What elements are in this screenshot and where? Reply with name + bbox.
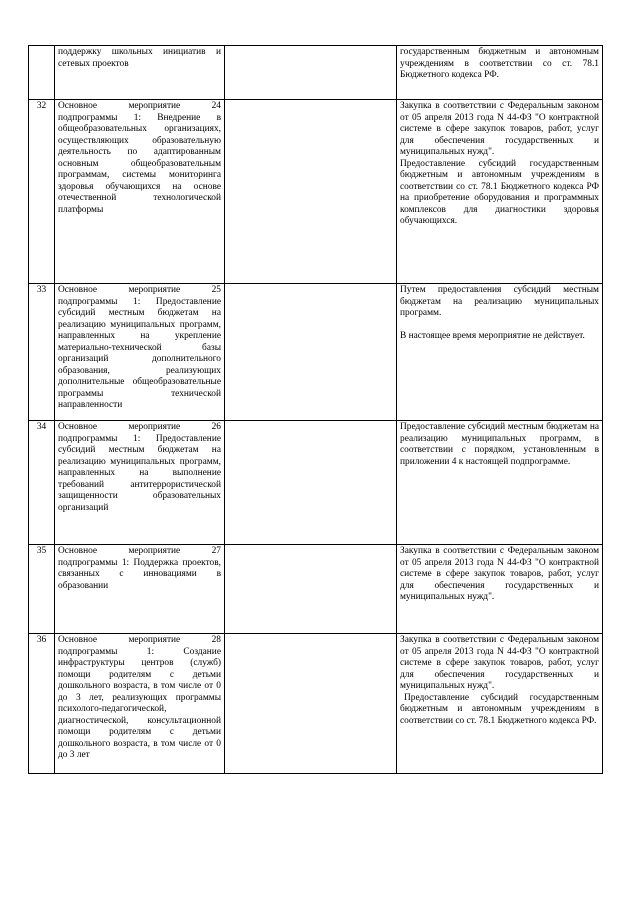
- table-row: [29, 100, 603, 284]
- activity-cell: Основное мероприятие 26 подпрограммы 1: Предоставление субсидий местным бюджетам на реализацию муниципальных программ, направленных на выполнение требований антитеррористической защищенности образовательных организаций: [55, 421, 225, 545]
- note-paragraph: Закупка в соответствии с Федеральным законом от 05 апреля 2013 года N 44-ФЗ "О контрактной системе в сфере закупок товаров, работ, услуг для обеспечения государственных и муниципальных нужд".: [400, 546, 599, 602]
- table-row: [29, 634, 603, 774]
- note-spacer: [400, 320, 599, 332]
- activity-cell: поддержку школьных инициатив и сетевых проектов: [55, 46, 225, 100]
- empty-cell: [225, 545, 397, 634]
- note-paragraph: В настоящее время мероприятие не действует.: [400, 331, 585, 341]
- table-row: [29, 284, 603, 421]
- note-paragraph: Предоставление субсидий местным бюджетам на реализацию муниципальных программ, в соответствии с порядком, установленным в приложении 4 к настоящей подпрограмме.: [400, 422, 599, 467]
- table-row: [29, 46, 603, 100]
- empty-cell: [225, 284, 397, 421]
- table-row: [29, 421, 603, 545]
- note-paragraph: Закупка в соответствии с Федеральным законом от 05 апреля 2013 года N 44-ФЗ "О контрактной системе в сфере закупок товаров, работ, услуг для обеспечения государственных и муниципальных нужд".: [400, 635, 599, 691]
- notes-cell: [397, 634, 603, 774]
- row-number: 33: [29, 284, 55, 421]
- row-number: 36: [29, 634, 55, 774]
- note-paragraph: Путем предоставления субсидий местным бюджетам на реализацию муниципальных программ.: [400, 285, 599, 318]
- notes-cell: [397, 421, 603, 545]
- table-row: [29, 545, 603, 634]
- note-paragraph: Предоставление субсидий государственным бюджетным и автономным учреждениям в соответствии со ст. 78.1 Бюджетного кодекса РФ.: [400, 692, 599, 726]
- note-paragraph: государственным бюджетным и автономным учреждениям в соответствии со ст. 78.1 Бюджетного кодекса РФ.: [400, 47, 599, 80]
- row-number: 32: [29, 100, 55, 284]
- notes-cell: [397, 46, 603, 100]
- activities-table: [28, 45, 603, 774]
- activity-cell: Основное мероприятие 27 подпрограммы 1: Поддержка проектов, связанных с инновациями в образовании: [55, 545, 225, 634]
- empty-cell: [225, 100, 397, 284]
- row-number: 34: [29, 421, 55, 545]
- row-number: 35: [29, 545, 55, 634]
- activity-cell: Основное мероприятие 25 подпрограммы 1: Предоставление субсидий местным бюджетам на реализацию муниципальных программ, направленных на укрепление материально-технической базы организаций дополнительного образования, реализующих дополнительные общеобразовательные программы технической направленности: [55, 284, 225, 421]
- activity-cell: Основное мероприятие 24 подпрограммы 1: Внедрение в общеобразовательных организациях, осуществляющих образовательную деятельность по адаптированным основным общеобразовательным программам, системы мониторинга здоровья обучающихся на основе отечественной технологической платформы: [55, 100, 225, 284]
- note-paragraph: Закупка в соответствии с Федеральным законом от 05 апреля 2013 года N 44-ФЗ "О контрактной системе в сфере закупок товаров, работ, услуг для обеспечения государственных и муниципальных нужд".: [400, 101, 599, 157]
- notes-cell: [397, 545, 603, 634]
- empty-cell: [225, 46, 397, 100]
- note-paragraph: Предоставление субсидий государственным бюджетным и автономным учреждениям в соответствии со ст. 78.1 Бюджетного кодекса РФ на приобретение оборудования и программных комплексов для диагностики здоровья обучающихся.: [400, 158, 599, 226]
- row-number: [29, 46, 55, 100]
- empty-cell: [225, 421, 397, 545]
- notes-cell: [397, 100, 603, 284]
- document-page: [28, 45, 602, 774]
- empty-cell: [225, 634, 397, 774]
- notes-cell: [397, 284, 603, 421]
- activity-cell: Основное мероприятие 28 подпрограммы 1: Создание инфраструктуры центров (служб) помощи родителям с детьми дошкольного возраста, в том числе от 0 до 3 лет, реализующих программы психолого-педагогической, диагностической, консультационной помощи родителям с детьми дошкольного возраста, в том числе от 0 до 3 лет: [55, 634, 225, 774]
